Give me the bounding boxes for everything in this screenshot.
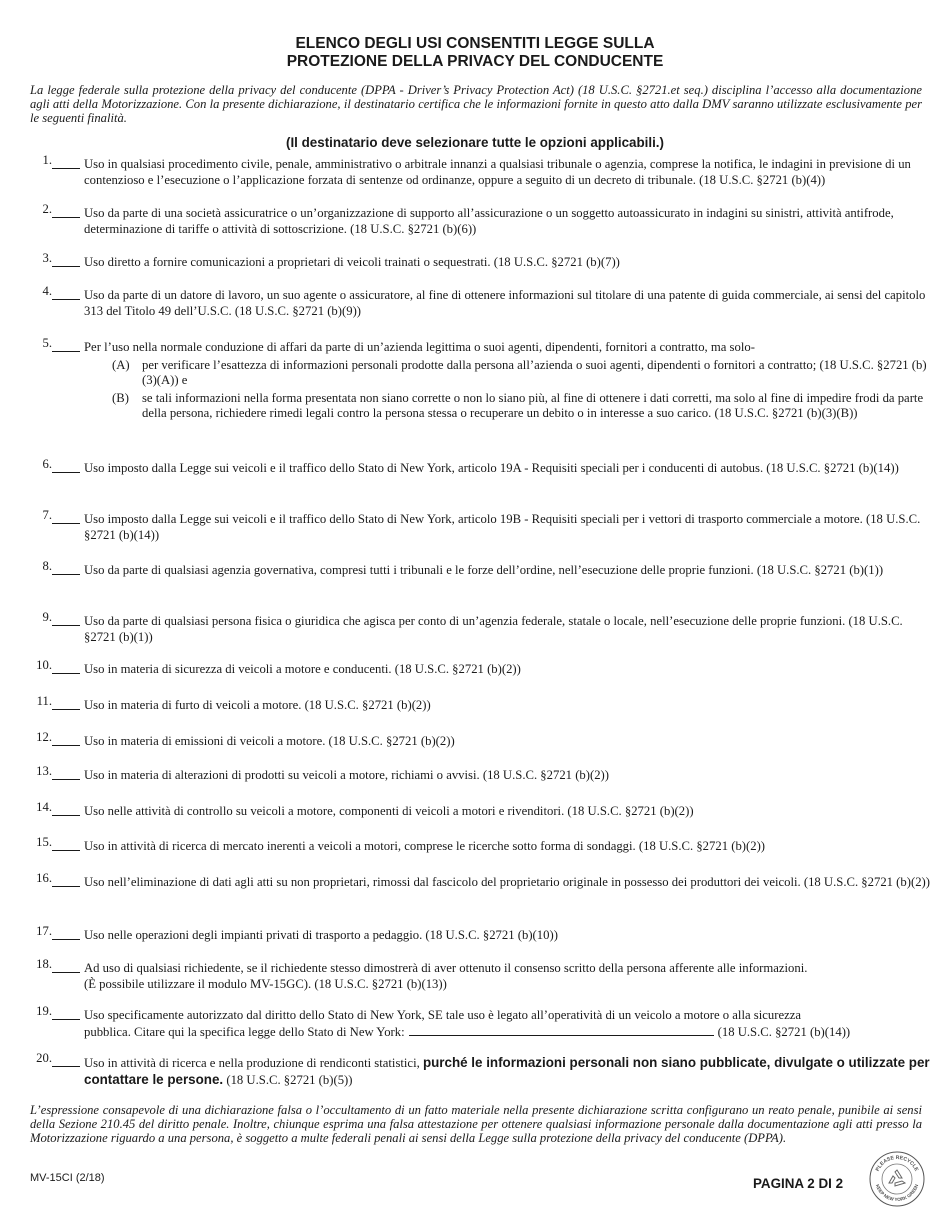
item-text: Uso da parte di qualsiasi agenzia governativa, compresi tutti i tribunali e le forze dell’ordine, nell’esecuzione delle proprie funzioni. (18 U.S.C. §2721 (b)(1)) xyxy=(84,563,884,577)
item-text: Uso da parte di qualsiasi persona fisica o giuridica che agisca per conto di un’agenzia federale, statale o locale, nell’esecuzione delle proprie funzioni. (18 U.S.C. §2721 (b)(1)) xyxy=(84,614,903,644)
checkmark-blank[interactable] xyxy=(52,1066,80,1067)
page-title xyxy=(0,35,950,71)
recycle-seal-icon xyxy=(868,1150,926,1208)
sub-item-text: per verificare l’esattezza di informazioni personali prodotte dalla persona all’azienda o suoi agenti, dipendenti o fornitori a contratto; (18 U.S.C. §2721 (b)(3)(A)) e xyxy=(142,357,927,387)
statute-citation: (18 U.S.C. §2721 (b)(5)) xyxy=(226,1072,353,1087)
item-text: Uso in qualsiasi procedimento civile, penale, amministrativo o arbitrale innanzi a qualsiasi tribunale o agenzia, comprese la notifica, le indagini in previsione di un contenzioso e l’esecuzione o l’applicazione forzata di sentenze od ordinanze, oppure a seguito di un decreto di tribunale. (18 U.S.C. §2721 (b)(4)) xyxy=(84,157,911,187)
checkmark-blank[interactable] xyxy=(52,472,80,473)
item-number: 11. xyxy=(36,694,52,708)
item-number: 19. xyxy=(36,1004,52,1018)
item-number: 3. xyxy=(42,251,52,265)
item-number: 13. xyxy=(36,764,52,778)
form-code: MV-15CI (2/18) xyxy=(30,1172,105,1184)
item-content xyxy=(84,340,934,422)
checkmark-blank[interactable] xyxy=(52,972,80,973)
item-text: Uso nelle operazioni degli impianti privati di trasporto a pedaggio. (18 U.S.C. §2721 (b)(10)) xyxy=(84,928,558,942)
title-line-1: ELENCO DEGLI USI CONSENTITI LEGGE SULLA xyxy=(295,35,655,52)
item-text: Uso nelle attività di controllo su veicoli a motore, componenti di veicoli a motori e rivenditori. (18 U.S.C. §2721 (b)(2)) xyxy=(84,804,694,818)
intro-paragraph: La legge federale sulla protezione della privacy del conducente (DPPA - Driver’s Privacy Protection Act) (18 U.S.C. §2721.et seq.) disciplina l’accesso alla documentazione agli atti della Motorizzazione. Con la presente dichiarazione, il destinatario certifica che le informazioni fornite in questo atto dalla DMV saranno utilizzate esclusivamente per le seguenti finalità. xyxy=(30,83,922,126)
item-number: 18. xyxy=(36,957,52,971)
item-text: Per l’uso nella normale conduzione di affari da parte di un’azienda legittima o suoi agenti, dipendenti, fornitori a contratto, ma solo- xyxy=(84,340,755,354)
item-text-continued xyxy=(84,1024,934,1041)
statute-citation: (18 U.S.C. §2721 (b)(14)) xyxy=(717,1024,851,1039)
checkmark-blank[interactable] xyxy=(52,625,80,626)
selection-instruction: (Il destinatario deve selezionare tutte le opzioni applicabili.) xyxy=(286,135,664,150)
item-number: 15. xyxy=(36,835,52,849)
item-number: 4. xyxy=(42,284,52,298)
checkmark-blank[interactable] xyxy=(52,299,80,300)
checkmark-blank[interactable] xyxy=(52,779,80,780)
ny-law-input[interactable] xyxy=(409,1024,714,1036)
sub-item-letter: (B) xyxy=(112,390,129,405)
penalty-notice: L’espressione consapevole di una dichiarazione falsa o l’occultamento di un fatto materiale nella presente dichiarazione scritta configurano un reato penale, punibile ai sensi della Sezione 210.45 del diritto penale. Inoltre, chiunque esprima una falsa attestazione per ottenere qualsiasi informazione personale dalla documentazione agli atti presso la Motorizzazione riguardo a una persona, è soggetto a multe federali penali ai sensi della Legge sulla protezione della privacy del conducente (DPPA). xyxy=(30,1103,922,1146)
item-number: 16. xyxy=(36,871,52,885)
checkmark-blank[interactable] xyxy=(52,574,80,575)
item-text: Uso in materia di emissioni di veicoli a motore. (18 U.S.C. §2721 (b)(2)) xyxy=(84,734,455,748)
item-content xyxy=(84,1055,934,1088)
item-text: Uso in materia di furto di veicoli a motore. (18 U.S.C. §2721 (b)(2)) xyxy=(84,698,431,712)
title-line-2: PROTEZIONE DELLA PRIVACY DEL CONDUCENTE xyxy=(286,53,664,70)
item-number: 20. xyxy=(36,1051,52,1065)
sub-item-a xyxy=(112,358,934,389)
item-content xyxy=(84,961,934,992)
page-number: PAGINA 2 DI 2 xyxy=(753,1176,844,1191)
item-bold-condition: purché le informazioni personali non siano pubblicate, divulgate o utilizzate per contattare le persone. xyxy=(84,1055,930,1087)
checkmark-blank[interactable] xyxy=(52,673,80,674)
item-number: 7. xyxy=(42,508,52,522)
checkmark-blank[interactable] xyxy=(52,850,80,851)
item-text: Uso da parte di un datore di lavoro, un suo agente o assicuratore, al fine di ottenere informazioni sul titolare di una patente di guida commerciale, ai sensi del capitolo 313 del Titolo 49 dell’U.S.C. (18 U.S.C. §2721 (b)(9)) xyxy=(84,288,926,318)
item-content xyxy=(84,1008,934,1040)
item-text: Uso imposto dalla Legge sui veicoli e il traffico dello Stato di New York, articolo 19B - Requisiti speciali per i vettori di trasporto commerciale a motore. (18 U.S.C. §2721 (b)(14)) xyxy=(84,512,921,542)
item-number: 9. xyxy=(42,610,52,624)
sub-item-text: se tali informazioni nella forma presentata non siano corrette o non lo siano più, al fine di ottenere i dati corretti, ma solo al fine di impedire frodi da parte della persona, richiedere rimedi legali contro la persona stessa o recuperare un debito o in interesse a suo carico. (18 U.S.C. §2721 (b)(3)(B)) xyxy=(142,390,924,420)
item-number: 14. xyxy=(36,800,52,814)
item-number: 17. xyxy=(36,924,52,938)
item-text: Uso imposto dalla Legge sui veicoli e il traffico dello Stato di New York, articolo 19A - Requisiti speciali per i conducenti di autobus. (18 U.S.C. §2721 (b)(14)) xyxy=(84,461,899,475)
checkmark-blank[interactable] xyxy=(52,886,80,887)
item-text: Ad uso di qualsiasi richiedente, se il richiedente stesso dimostrerà di aver ottenuto il consenso scritto della persona afferente alle informazioni. xyxy=(84,961,808,975)
item-text: Uso in attività di ricerca di mercato inerenti a veicoli a motori, comprese le ricerche sotto forma di sondaggi. (18 U.S.C. §2721 (b)(2)) xyxy=(84,839,766,853)
item-text-continued: (È possibile utilizzare il modulo MV-15GC). (18 U.S.C. §2721 (b)(13)) xyxy=(84,976,447,991)
item-number: 10. xyxy=(36,658,52,672)
seal-top-text: PLEASE RECYCLE xyxy=(874,1154,920,1173)
item-number: 6. xyxy=(42,457,52,471)
checkmark-blank[interactable] xyxy=(52,815,80,816)
item-number: 8. xyxy=(42,559,52,573)
item-text: Uso in materia di sicurezza di veicoli a motore e conducenti. (18 U.S.C. §2721 (b)(2)) xyxy=(84,662,521,676)
item-number: 1. xyxy=(42,153,52,167)
item-text: Uso in attività di ricerca e nella produzione di rendiconti statistici, xyxy=(84,1056,420,1070)
seal-bottom-text: KEEP NEW YORK GREEN xyxy=(874,1183,920,1203)
item-number: 5. xyxy=(42,336,52,350)
item-text: Uso nell’eliminazione di dati agli atti su non proprietari, rimossi dal fascicolo del proprietario originale in possesso dei produttori dei veicoli. (18 U.S.C. §2721 (b)(2)) xyxy=(84,875,930,889)
sub-item-letter: (A) xyxy=(112,357,130,372)
item-text: Uso da parte di una società assicuratrice o un’organizzazione di supporto all’assicurazione o un soggetto autoassicurato in indagini su sinistri, attività antifrode, determinazione di tariffe o attività di sottoscrizione. (18 U.S.C. §2721 (b)(6)) xyxy=(84,206,894,236)
item-text: Uso specificamente autorizzato dal diritto dello Stato di New York, SE tale uso è legato all’operatività di un veicolo a motore o alla sicurezza xyxy=(84,1008,801,1022)
checkmark-blank[interactable] xyxy=(52,168,80,169)
checkmark-blank[interactable] xyxy=(52,217,80,218)
checkmark-blank[interactable] xyxy=(52,1019,80,1020)
item-number: 12. xyxy=(36,730,52,744)
checkmark-blank[interactable] xyxy=(52,745,80,746)
item-text: Uso in materia di alterazioni di prodotti su veicoli a motore, richiami o avvisi. (18 U.S.C. §2721 (b)(2)) xyxy=(84,768,610,782)
item-number: 2. xyxy=(42,202,52,216)
sub-item-b xyxy=(112,391,934,422)
item-text: Uso diretto a fornire comunicazioni a proprietari di veicoli trainati o sequestrati. (18 U.S.C. §2721 (b)(7)) xyxy=(84,255,620,269)
checkmark-blank[interactable] xyxy=(52,939,80,940)
checkmark-blank[interactable] xyxy=(52,351,80,352)
checkmark-blank[interactable] xyxy=(52,709,80,710)
checkmark-blank[interactable] xyxy=(52,266,80,267)
law-citation-prompt: pubblica. Citare qui la specifica legge dello Stato di New York: xyxy=(84,1024,405,1039)
checkmark-blank[interactable] xyxy=(52,523,80,524)
